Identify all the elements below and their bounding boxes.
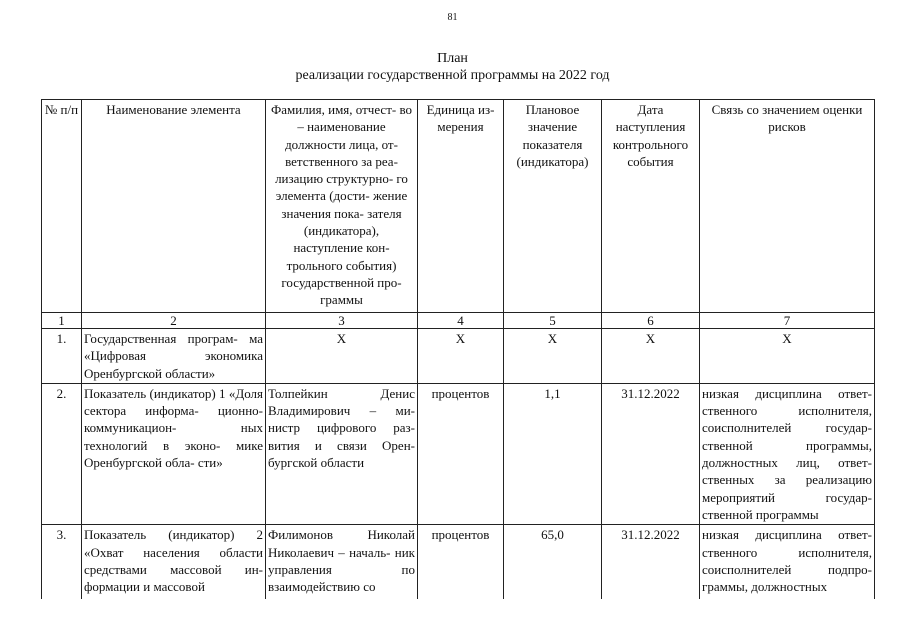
row-element-name: [82, 525, 266, 600]
row-unit: [418, 525, 504, 600]
row-event-date: Х: [602, 329, 700, 384]
header-responsible: Фамилия, имя, отчест- во – наименование должности лица, от- ветственного за реа- лизацию структурно- го элемента (дости- жение значения пока- зателя (индикатора), наступление кон- трольного события) государственной про- граммы: [266, 100, 418, 313]
header-event-date: Дата наступления контрольного события: [602, 100, 700, 313]
column-number: 2: [82, 313, 266, 329]
row-unit: процентов: [418, 383, 504, 524]
row-event-date: 31.12.2022: [602, 383, 700, 524]
row-responsible: [266, 525, 418, 600]
row-num: 2.: [42, 383, 82, 524]
header-element-name: Наименование элемента: [82, 100, 266, 313]
title-line-2: реализации государственной программы на 2022 год: [295, 68, 610, 83]
header-row: [42, 100, 875, 313]
column-number: 3: [266, 313, 418, 329]
column-number: 1: [42, 313, 82, 329]
table-row: [42, 383, 875, 524]
column-number: 4: [418, 313, 504, 329]
row-unit: Х: [418, 329, 504, 384]
row-element-name: Показатель (индикатор) 1 «Доля сектора информа- ционно-коммуникацион- ных технологий в эконо- мике Оренбургской обла- сти»: [82, 383, 266, 524]
table-row: [42, 329, 875, 384]
row-event-date-text: 31.12.2022: [621, 527, 680, 543]
header-risk-link: Связь со значением оценки рисков: [700, 100, 875, 313]
column-number: 6: [602, 313, 700, 329]
column-number: 5: [504, 313, 602, 329]
row-num: [42, 525, 82, 600]
row-risk-link: Х: [700, 329, 875, 384]
row-unit-text: процентов: [431, 527, 490, 543]
row-responsible-text: Филимонов Николай Николаевич – началь- ник управления по взаимодействию со: [268, 527, 415, 595]
plan-table: [41, 99, 875, 599]
row-element-name-text: Показатель (индикатор) 2 «Охват населения области средствами массовой ин- формации и массовой: [84, 527, 263, 595]
row-event-date: [602, 525, 700, 600]
page-number: 81: [447, 12, 458, 23]
row-responsible: Толпейкин Денис Владимирович – ми- нистр цифрового раз- вития и связи Орен- бургской области: [266, 383, 418, 524]
row-planned-value: [504, 525, 602, 600]
header-planned-value: Плановое значение показателя (индикатора): [504, 100, 602, 313]
row-element-name: Государственная програм- ма «Цифровая экономика Оренбургской области»: [82, 329, 266, 384]
row-num-text: 3.: [56, 527, 67, 543]
title-line-1: План: [437, 51, 468, 66]
row-risk-link: низкая дисциплина ответ- ственного исполнителя, соисполнителей государ- ственной программы, должностных лиц, ответ- ственных за реализацию мероприятий государ- ственной программы: [700, 383, 875, 524]
row-planned-value: 1,1: [504, 383, 602, 524]
row-num: 1.: [42, 329, 82, 384]
column-number: 7: [700, 313, 875, 329]
row-responsible: Х: [266, 329, 418, 384]
row-planned-value-text: 65,0: [541, 527, 564, 543]
header-num: № п/п: [42, 100, 82, 313]
row-risk-link-text: низкая дисциплина ответ- ственного исполнителя, соисполнителей подпро- граммы, должностных: [702, 527, 872, 595]
document-title: [0, 50, 905, 84]
column-number-row: [42, 313, 875, 329]
row-risk-link: [700, 525, 875, 600]
row-planned-value: Х: [504, 329, 602, 384]
table-row: [42, 525, 875, 600]
header-unit: Единица из- мерения: [418, 100, 504, 313]
